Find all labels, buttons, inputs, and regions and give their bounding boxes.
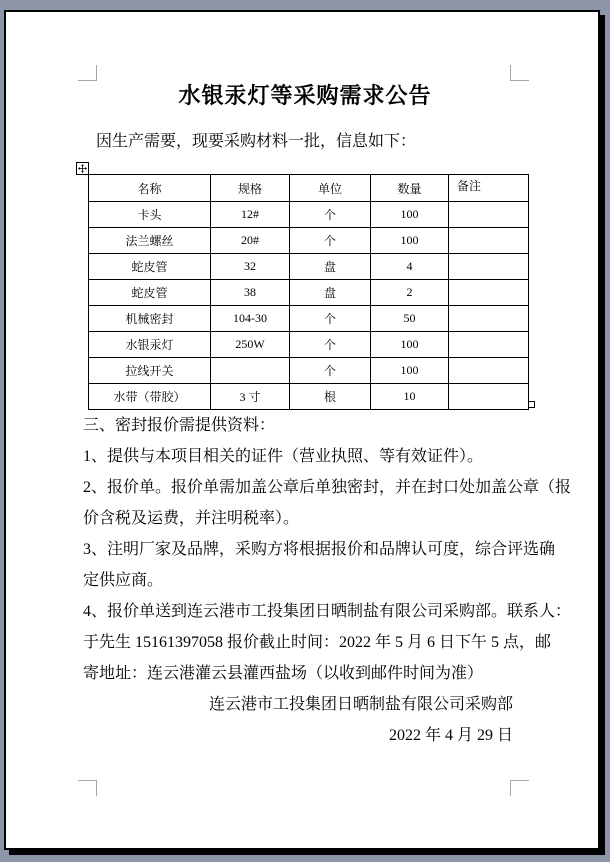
table-cell: 50 xyxy=(371,306,449,332)
paragraph-line: 定供应商。 xyxy=(83,572,164,589)
table-cell xyxy=(449,384,529,410)
column-header: 备注 xyxy=(449,175,529,202)
body-lines xyxy=(83,410,572,751)
column-header: 规格 xyxy=(211,175,290,202)
table-cell: 机械密封 xyxy=(89,306,211,332)
table-cell xyxy=(449,306,529,332)
table-cell: 个 xyxy=(290,332,371,358)
table-row xyxy=(89,358,529,384)
table-row xyxy=(89,384,529,410)
table-header-row xyxy=(89,175,529,202)
table-cell: 38 xyxy=(211,280,290,306)
table-row xyxy=(89,202,529,228)
table-cell: 12# xyxy=(211,202,290,228)
paragraph-line: 寄地址：连云港灌云县灌西盐场（以收到邮件时间为准） xyxy=(83,665,484,682)
margin-crop-mark-bottom-right xyxy=(510,780,529,796)
table-cell: 32 xyxy=(211,254,290,280)
table-cell: 3 寸 xyxy=(211,384,290,410)
table-cell: 10 xyxy=(371,384,449,410)
paragraph-line: 于先生 15161397058 报价截止时间：2022 年 5 月 6 日下午 5 点，邮 xyxy=(83,634,552,651)
paragraph-line: 2022 年 4 月 29 日 xyxy=(388,727,513,744)
table-cell: 104-30 xyxy=(211,306,290,332)
table-cell: 水银汞灯 xyxy=(89,332,211,358)
paragraph-line: 1、提供与本项目相关的证件（营业执照、等有效证件）。 xyxy=(83,448,484,465)
table-cell: 盘 xyxy=(290,254,371,280)
table-cell: 个 xyxy=(290,228,371,254)
table-cell xyxy=(449,280,529,306)
column-header: 名称 xyxy=(89,175,211,202)
paragraph-line: 连云港市工投集团日晒制盐有限公司采购部 xyxy=(208,696,513,713)
four-way-arrow-icon xyxy=(78,160,87,178)
table-cell: 个 xyxy=(290,306,371,332)
table-cell: 卡头 xyxy=(89,202,211,228)
table-cell: 个 xyxy=(290,202,371,228)
paragraph-line: 2、报价单。报价单需加盖公章后单独密封，并在封口处加盖公章（报 xyxy=(83,479,572,496)
table-cell xyxy=(211,358,290,384)
table-cell xyxy=(449,202,529,228)
table-cell: 100 xyxy=(371,358,449,384)
table-body xyxy=(89,202,529,410)
table-cell: 2 xyxy=(371,280,449,306)
table-cell: 拉线开关 xyxy=(89,358,211,384)
table-cell: 100 xyxy=(371,202,449,228)
table-cell: 法兰螺丝 xyxy=(89,228,211,254)
table-cell: 20# xyxy=(211,228,290,254)
table-cell xyxy=(449,358,529,384)
table-cell: 根 xyxy=(290,384,371,410)
table-resize-handle[interactable] xyxy=(528,401,535,408)
table-cell: 蛇皮管 xyxy=(89,280,211,306)
paragraph-line: 3、注明厂家及品牌，采购方将根据报价和品牌认可度，综合评选确 xyxy=(83,541,556,558)
table-cell xyxy=(449,332,529,358)
table-cell: 100 xyxy=(371,228,449,254)
paragraph-line: 三、密封报价需提供资料： xyxy=(83,417,276,434)
document-page xyxy=(4,10,600,850)
intro-paragraph: 因生产需要，现要采购材料一批，信息如下： xyxy=(96,133,417,150)
table-cell: 个 xyxy=(290,358,371,384)
materials-table xyxy=(88,174,529,410)
margin-crop-mark-bottom-left xyxy=(78,780,97,796)
table-cell xyxy=(449,228,529,254)
table-cell: 250W xyxy=(211,332,290,358)
table-row xyxy=(89,254,529,280)
table-cell: 水带（带胶） xyxy=(89,384,211,410)
table-cell: 蛇皮管 xyxy=(89,254,211,280)
paragraph-line: 价含税及运费，并注明税率）。 xyxy=(83,510,300,527)
margin-crop-mark-top-right xyxy=(510,65,529,81)
table-row xyxy=(89,332,529,358)
table-cell xyxy=(449,254,529,280)
table-cell: 4 xyxy=(371,254,449,280)
table-row xyxy=(89,280,529,306)
table-row xyxy=(89,306,529,332)
column-header: 数量 xyxy=(371,175,449,202)
table-cell: 盘 xyxy=(290,280,371,306)
table-cell: 100 xyxy=(371,332,449,358)
table-row xyxy=(89,228,529,254)
page-title: 水银汞灯等采购需求公告 xyxy=(178,83,432,108)
column-header: 单位 xyxy=(290,175,371,202)
paragraph-line: 4、报价单送到连云港市工投集团日晒制盐有限公司采购部。联系人： xyxy=(83,603,572,620)
margin-crop-mark-top-left xyxy=(78,65,97,81)
